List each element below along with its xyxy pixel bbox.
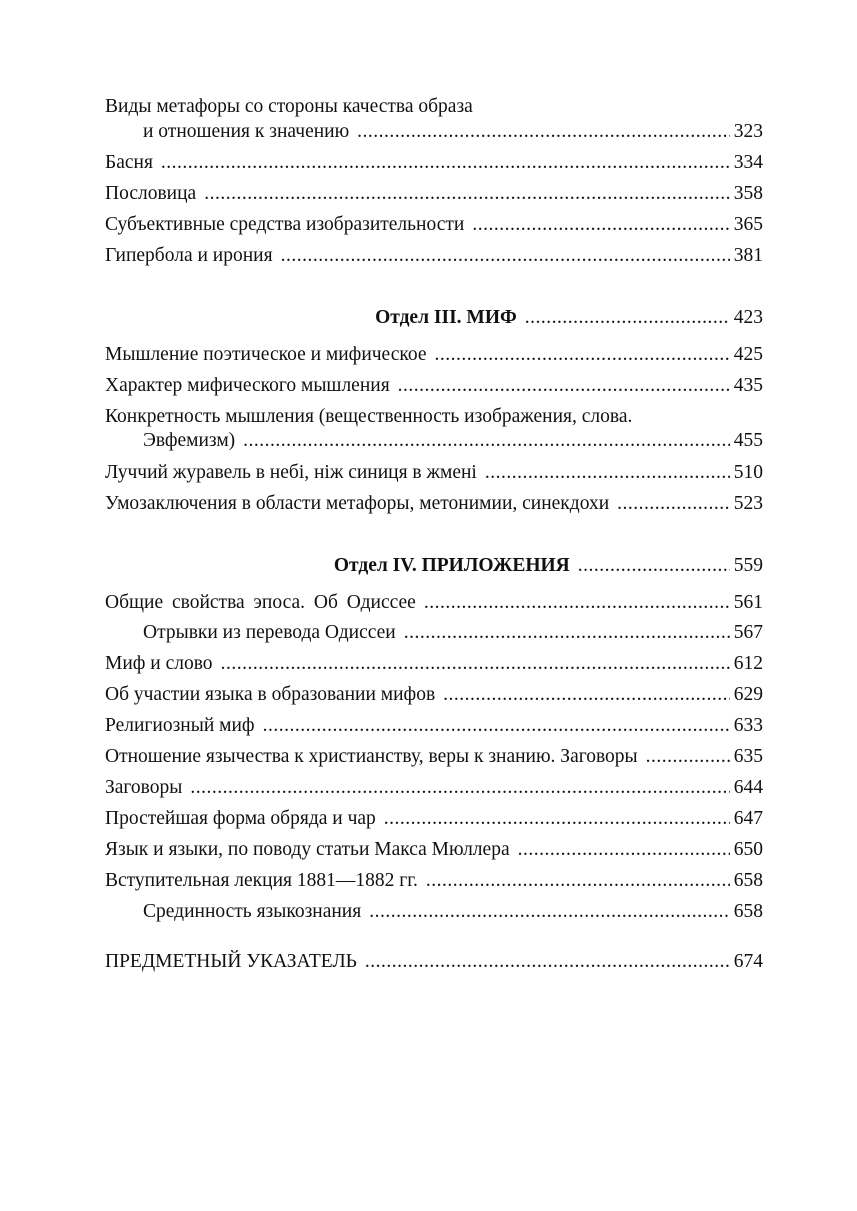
toc-entry[interactable]: [105, 807, 763, 831]
toc-entry[interactable]: [105, 151, 763, 175]
toc-entry-line1: Виды метафоры со стороны качества образа: [105, 96, 473, 117]
dot-leader: [485, 461, 730, 485]
toc-page-number: 647: [733, 808, 763, 829]
toc-page-number: 567: [733, 622, 763, 643]
toc-entry-title: Отношение язычества к христианству, веры к знанию. Заговоры: [105, 746, 638, 767]
toc-section-heading[interactable]: [105, 306, 763, 330]
toc-page-number: 559: [733, 555, 763, 576]
dot-leader: [426, 869, 730, 893]
toc-entry-title: и отношения к значению: [143, 121, 350, 142]
toc-page-number: 561: [733, 592, 763, 613]
dot-leader: [398, 374, 730, 398]
dot-leader: [221, 652, 730, 676]
toc-entry[interactable]: [143, 900, 763, 924]
toc-entry[interactable]: [105, 492, 763, 516]
toc-page-number: 612: [733, 653, 763, 674]
toc-entry-title: Об участии языка в образовании мифов: [105, 684, 436, 705]
toc-entry-title: Луччий журавель в небі, ніж синиця в жмені: [105, 462, 477, 483]
dot-leader: [357, 120, 730, 144]
dot-leader: [281, 244, 730, 268]
dot-leader: [365, 950, 730, 974]
toc-entry[interactable]: [105, 714, 763, 738]
toc-entry-title: Субъективные средства изобразительности: [105, 214, 465, 235]
toc-entry[interactable]: [105, 745, 763, 769]
toc-entry[interactable]: [105, 213, 763, 237]
toc-page-number: 658: [733, 870, 763, 891]
toc-entry[interactable]: [143, 621, 763, 645]
toc-page-number: 423: [733, 307, 763, 328]
toc-page-number: 425: [733, 344, 763, 365]
dot-leader: [404, 621, 730, 645]
toc-entry[interactable]: [105, 591, 763, 615]
toc-entry[interactable]: [105, 838, 763, 862]
toc-entry-title: Характер мифического мышления: [105, 375, 390, 396]
toc-entry[interactable]: [105, 683, 763, 707]
toc-entry[interactable]: [105, 343, 763, 367]
toc-page-number: 455: [733, 430, 763, 451]
toc-page-number: 510: [733, 462, 763, 483]
toc-page-number: 358: [733, 183, 763, 204]
toc-section-heading[interactable]: [105, 554, 763, 578]
toc-entry-title: Мышление поэтическое и мифическое: [105, 344, 427, 365]
toc-entry-title: Эвфемизм): [143, 430, 236, 451]
toc-page-number: 365: [733, 214, 763, 235]
dot-leader: [190, 776, 729, 800]
toc-entry-title: Заговоры: [105, 777, 183, 798]
toc-page-number: 523: [733, 493, 763, 514]
toc-entry-title: Религиозный миф: [105, 715, 255, 736]
toc-page-number: 629: [733, 684, 763, 705]
toc-entry[interactable]: [105, 950, 763, 974]
toc-entry[interactable]: [143, 429, 763, 453]
toc-entry-title: Общие свойства эпоса. Об Одиссее: [105, 592, 416, 613]
dot-leader: [578, 554, 730, 578]
toc-entry-title: Умозаключения в области метафоры, метонимии, синекдохи: [105, 493, 610, 514]
toc-entry[interactable]: [105, 461, 763, 485]
toc-entry-title: Отрывки из перевода Одиссеи: [143, 622, 396, 643]
toc-entry[interactable]: [105, 374, 763, 398]
dot-leader: [646, 745, 730, 769]
dot-leader: [384, 807, 730, 831]
toc-entry-title: Срединность языкознания: [143, 901, 362, 922]
toc-page-number: 435: [733, 375, 763, 396]
dot-leader: [424, 591, 730, 615]
toc-entry[interactable]: [105, 182, 763, 206]
toc-page-number: 644: [733, 777, 763, 798]
toc-page-number: 633: [733, 715, 763, 736]
toc-page-number: 323: [733, 121, 763, 142]
toc-entry[interactable]: [105, 244, 763, 268]
toc-section-title: Отдел III. МИФ: [375, 307, 517, 328]
dot-leader: [434, 343, 729, 367]
dot-leader: [243, 429, 730, 453]
toc-entry-title: Вступительная лекция 1881—1882 гг.: [105, 870, 418, 891]
toc-entry[interactable]: [105, 869, 763, 893]
toc-entry-title: Басня: [105, 152, 153, 173]
dot-leader: [263, 714, 730, 738]
toc-entry-line1: Конкретность мышления (вещественность изображения, слова.: [105, 406, 633, 427]
dot-leader: [369, 900, 730, 924]
dot-leader: [472, 213, 729, 237]
toc-entry-title: Пословица: [105, 183, 197, 204]
toc-page-number: 658: [733, 901, 763, 922]
toc-section-title: Отдел IV. ПРИЛОЖЕНИЯ: [333, 555, 570, 576]
toc-entry-title: Язык и языки, по поводу статьи Макса Мюллера: [105, 839, 510, 860]
toc-entry[interactable]: [105, 652, 763, 676]
toc-entry-title: ПРЕДМЕТНЫЙ УКАЗАТЕЛЬ: [105, 951, 357, 972]
dot-leader: [161, 151, 730, 175]
toc-page-number: 650: [733, 839, 763, 860]
dot-leader: [525, 306, 730, 330]
dot-leader: [617, 492, 730, 516]
toc-entry-title: Простейшая форма обряда и чар: [105, 808, 376, 829]
toc-page-number: 635: [733, 746, 763, 767]
dot-leader: [518, 838, 730, 862]
dot-leader: [204, 182, 730, 206]
toc-page-number: 674: [733, 951, 763, 972]
toc-entry-title: Гипербола и ирония: [105, 245, 273, 266]
dot-leader: [443, 683, 730, 707]
toc-page-number: 381: [733, 245, 763, 266]
toc-entry[interactable]: [143, 120, 763, 144]
toc-page-number: 334: [733, 152, 763, 173]
toc-entry-title: Миф и слово: [105, 653, 213, 674]
toc-entry[interactable]: [105, 776, 763, 800]
